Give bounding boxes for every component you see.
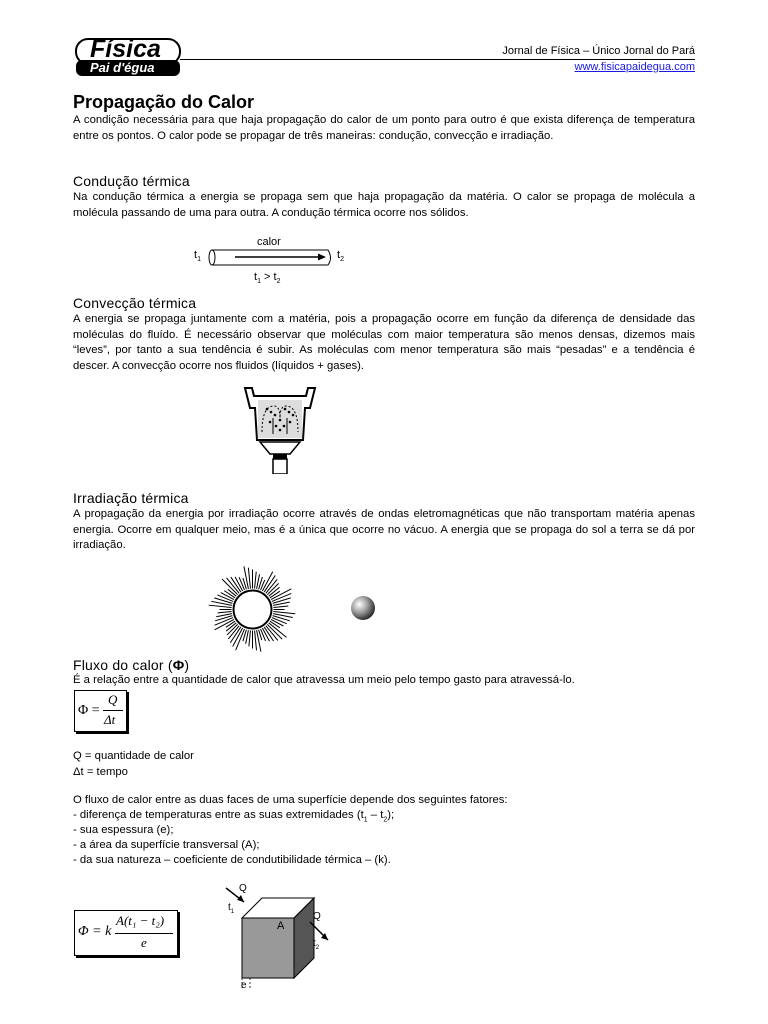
def-q: Q = quantidade de calor bbox=[73, 750, 194, 762]
factor-4: - da sua natureza – coeficiente de condutibilidade térmica – (k). bbox=[73, 854, 391, 866]
t1-label: $t_1$ bbox=[194, 249, 201, 264]
conducao-paragraph: Na condução térmica a energia se propaga sem que haja propagação da matéria. O calor se propaga de molécula a molécula passando de uma para outra. A condução térmica ocorre nos sólidos. bbox=[73, 191, 695, 219]
conducao-heading: Condução térmica bbox=[73, 173, 190, 189]
slab-area-label: A bbox=[277, 920, 285, 932]
sun-ray bbox=[244, 566, 248, 589]
formula2-denominator: e bbox=[141, 935, 147, 950]
slab-thickness-label: e bbox=[241, 980, 247, 991]
slab-t2-label: $t_2$ bbox=[313, 938, 320, 951]
flux-formula-conductivity bbox=[74, 910, 178, 956]
sun-ray bbox=[226, 621, 235, 627]
sun-ray bbox=[273, 612, 295, 614]
formula2-lhs: Φ = k bbox=[78, 924, 112, 939]
sun-ray bbox=[255, 572, 257, 589]
calor-label: calor bbox=[257, 236, 281, 248]
factors-intro: O fluxo de calor entre as duas faces de uma superfície depende dos seguintes fatores: bbox=[73, 794, 508, 806]
sun-ray bbox=[218, 612, 232, 613]
factor-1: - diferença de temperaturas entre as suas extremidades $(t_1 - t_2)$; bbox=[73, 809, 395, 824]
sun-ray bbox=[209, 605, 232, 607]
slab-t1-label: $t_1$ bbox=[228, 902, 235, 915]
flux-formula-basic bbox=[74, 690, 127, 732]
convection-beaker-figure bbox=[240, 382, 320, 474]
formula2-numerator: A(t₁ − t₂) bbox=[116, 913, 165, 928]
fluxo-paragraph: É a relação entre a quantidade de calor que atravessa um meio pelo tempo gasto para atravessá-lo. bbox=[73, 674, 575, 686]
slab-figure bbox=[222, 880, 332, 995]
logo-bottom-text: Pai d'égua bbox=[90, 60, 155, 75]
factor-2: - sua espessura (e); bbox=[73, 824, 174, 836]
website-link[interactable]: www.fisicapaidegua.com bbox=[574, 61, 695, 73]
header-rule bbox=[180, 59, 695, 60]
logo-top-text: Física bbox=[90, 35, 161, 63]
formula1-lhs: Φ = bbox=[78, 703, 100, 718]
temperature-relation: $t_1 > t_2$ bbox=[254, 271, 281, 286]
logo bbox=[74, 37, 184, 79]
formula2-fraction-bar bbox=[115, 933, 173, 934]
formula1-fraction-bar bbox=[103, 710, 123, 711]
page-title: Propagação do Calor bbox=[73, 92, 255, 112]
irradiacao-heading: Irradiação térmica bbox=[73, 490, 189, 506]
conveccao-heading: Convecção térmica bbox=[73, 295, 197, 311]
journal-name: Jornal de Física – Único Jornal do Pará bbox=[502, 45, 695, 57]
fluxo-heading: Fluxo do calor (Φ) bbox=[73, 657, 190, 673]
formula1-numerator: Q bbox=[108, 692, 118, 707]
def-t: Δt = tempo bbox=[73, 766, 128, 778]
t2-label: $t_2$ bbox=[337, 249, 344, 264]
irradiacao-paragraph: A propagação da energia por irradiação ocorre através de ondas eletromagnéticas que não transportam matéria apenas energia. Ocorre em qualquer meio, mas é a única que ocorre no vácuo. A energia que se propaga do sol a terra se dá por irradiação. bbox=[73, 508, 695, 551]
formula1-denominator: Δt bbox=[104, 712, 116, 727]
slab-q-in-label: Q bbox=[239, 883, 247, 894]
sun-figure bbox=[205, 562, 300, 657]
conducao-figure bbox=[190, 234, 355, 292]
intro-paragraph: A condição necessária para que haja propagação do calor de um ponto para outro é que exista diferença de temperatura entre os pontos. O calor pode se propagar de três maneiras: condução, convecção e irradiação. bbox=[73, 114, 695, 142]
sun-ray bbox=[249, 630, 251, 646]
sun-ray bbox=[248, 568, 250, 589]
sun-ray bbox=[255, 630, 257, 650]
sun-ray bbox=[273, 606, 288, 607]
factor-3: - a área da superfície transversal (A); bbox=[73, 839, 260, 851]
earth-sphere-figure bbox=[350, 595, 376, 621]
slab-q-out-label: Q bbox=[313, 911, 321, 922]
conveccao-paragraph: A energia se propaga juntamente com a matéria, pois a propagação ocorre em função da diferença de densidade das moléculas do fluído. É necessário observar que moléculas com maior temperatura são menos densas, dizemos mais “leves”, por tanto a sua tendência é subir. As moléculas com menor temperatura são mais “pesadas” e a tendência é descer. A convecção ocorre nos fluidos (líquidos + gases). bbox=[73, 313, 695, 372]
